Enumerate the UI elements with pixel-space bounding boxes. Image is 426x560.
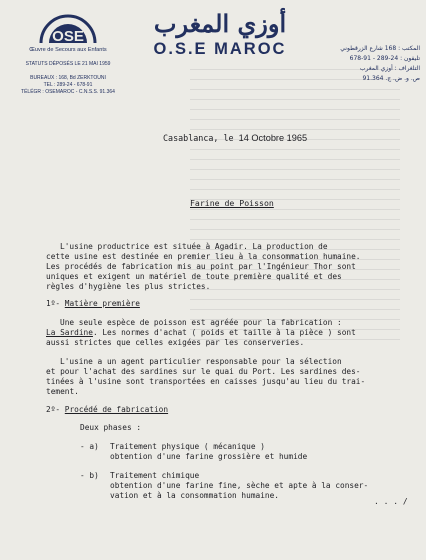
arabic-office: المكتب : 168 شارع الزرقطوني (340, 45, 420, 52)
telegram-line: TÉLÉGR : OSEMAROC - C.N.S.S. 91.364 (21, 89, 115, 95)
phase-a-title: Traitement physique ( mécanique ) (110, 442, 265, 451)
section-1-p2-line: et pour l'achat des sardines sur le quai du Port. Les sardines des- (46, 367, 361, 376)
tel-line: TEL : 289-24 - 678-91 (43, 82, 93, 88)
org-title: O.S.E MAROC (153, 40, 287, 58)
phase-b-label: - b) (80, 471, 99, 480)
subject-heading: Farine de Poisson (190, 198, 274, 208)
sardine-term: La Sardine (46, 328, 93, 337)
org-name: Œuvre de Secours aux Enfants (29, 47, 107, 53)
phase-a-label: - a) (80, 442, 99, 451)
section-1-line: Une seule espèce de poisson est agréée pour la fabrication : (60, 318, 342, 327)
letterhead-left (8, 10, 128, 96)
section-1-p2-line: L'usine a un agent particulier responsable pour la sélection (60, 357, 342, 366)
section-1-line (46, 328, 356, 338)
statuts-line: STATUTS DÉPOSÉS LE 21 MAI 1959 (25, 61, 111, 67)
letter-date (163, 133, 307, 143)
letterhead-right-arabic (312, 44, 420, 84)
bureaux-line: BUREAUX : 168, Bd ZERKTOUNI (30, 75, 106, 81)
intro-line: L'usine productrice est située à Agadir. La production de (60, 242, 328, 251)
intro-line: cette usine est destinée en premier lieu à la consommation humaine. (46, 252, 361, 261)
intro-line: règles d'hygiène les plus strictes. (46, 282, 211, 291)
intro-line: uniques et exigent un matériel de toute première qualité et des (46, 272, 342, 281)
phase-b-desc: obtention d'une farine fine, sèche et apte à la conser- (110, 481, 369, 490)
section-2-title: Procédé de fabrication (64, 405, 169, 414)
section-1-p2-line: tement. (46, 387, 79, 396)
section-1-heading (46, 299, 140, 309)
section-1-line: aussi strictes que celles exigées par les conserveries. (46, 338, 305, 347)
section-1-title: Matière première (64, 299, 140, 308)
section-2-number: 2º- (46, 405, 61, 414)
arabic-phone: تليفون : 24-289 - 91-678 (349, 55, 420, 62)
intro-line: Les procédés de fabrication mis au point par l'Ingénieur Thor sont (46, 262, 356, 271)
letterhead-center (140, 10, 300, 59)
section-2-heading (46, 405, 168, 415)
section-1-line-rest: . Les normes d'achat ( poids et taille à la pièce ) sont (92, 328, 356, 337)
section-1-p2-line: tinées à l'usine sont transportées en caisses jusqu'au lieu du trai- (46, 377, 366, 386)
arabic-cnss: ص. و. ض. ج. 91.364 (362, 75, 420, 82)
ose-logo (37, 10, 99, 44)
logo-text: OSE (52, 28, 84, 44)
phase-b-title: Traitement chimique (110, 471, 200, 480)
date-prefix: Casablanca, le (163, 133, 234, 143)
phase-b-desc: vation et à la consommation humaine. (110, 491, 279, 500)
phase-a-desc: obtention d'une farine grossière et humide (110, 452, 308, 461)
continuation-mark: . . . / (374, 497, 408, 506)
section-1-number: 1º- (46, 299, 61, 308)
phases-intro: Deux phases : (80, 423, 142, 432)
arabic-telegram: التلغراف : أوزي المغرب (359, 65, 420, 72)
arabic-title: أوزي المغرب (153, 9, 287, 38)
date-value: 14 Octobre 1965 (238, 133, 308, 143)
